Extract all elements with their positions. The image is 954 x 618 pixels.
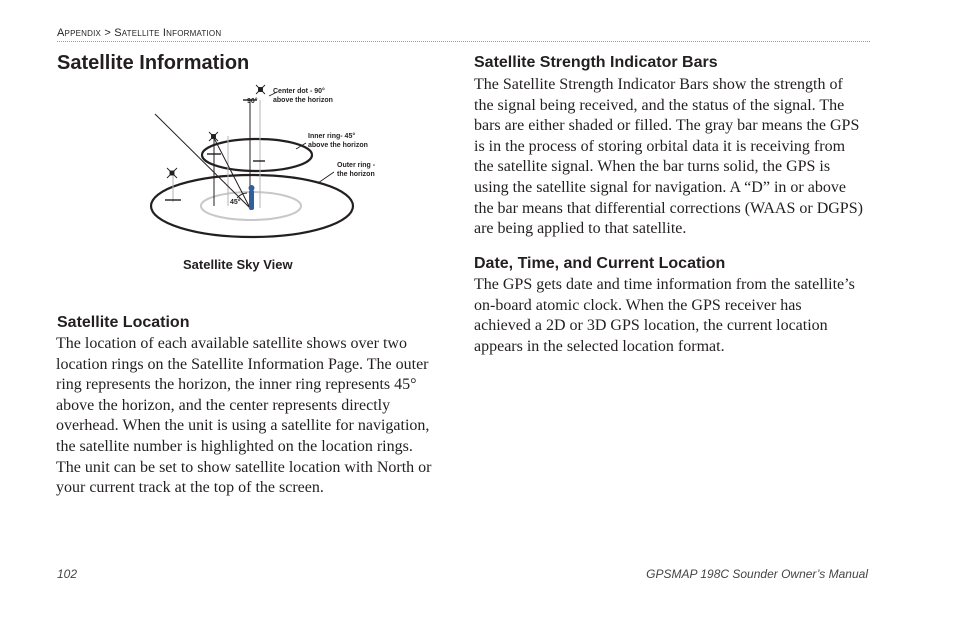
satellite-sky-view-figure [57, 80, 427, 280]
degree-90-label: 90° [247, 98, 258, 105]
date-time-location-text: The GPS gets date and time information from the satellite’s on-board atomic clock. When the GPS receiver has achieved a 2D or 3D GPS location, the current location appears in the selected location format. [474, 276, 855, 355]
satellite-location-text: The location of each available satellite shows over two location rings on the Satellite Information Page. The outer ring represents the horizon, the inner ring represents 45° above the horizon, and the center represents directly overhead. When the unit is using a satellite for navigation, the satellite number is highlighted on the location rings. The unit can be set to show satellite location with North or your current track at the top of the screen. [56, 335, 432, 497]
manual-title: GPSMAP 198C Sounder Owner’s Manual [646, 567, 868, 581]
sky-view-diagram [57, 80, 427, 280]
sight-line-horizon [155, 114, 250, 208]
satellite-strength-heading: Satellite Strength Indicator Bars [474, 54, 718, 71]
satellite-icon-outer [167, 168, 177, 178]
outer-ring-label: Outer ring - the horizon [337, 162, 376, 178]
center-dot-label: Center dot - 90° above the horizon [273, 88, 333, 104]
inner-ring-label: Inner ring- 45° above the horizon [308, 133, 368, 149]
satellite-icon-zenith [256, 85, 265, 94]
page-number: 102 [57, 567, 78, 581]
figure-caption: Satellite Sky View [183, 257, 293, 272]
date-time-location-heading: Date, Time, and Current Location [474, 255, 726, 272]
inner-ring [202, 139, 312, 171]
observer-icon [249, 185, 255, 210]
satellite-location-heading: Satellite Location [57, 314, 190, 331]
page-title: Satellite Information [57, 52, 250, 74]
breadcrumb: Appendix > Satellite Information [57, 27, 870, 42]
degree-45-label: 45° [230, 199, 241, 206]
satellite-strength-text: The Satellite Strength Indicator Bars show the strength of the signal being received, and the status of the signal. The bars are either shaded or filled. The gray bar means the GPS is in the process of storing orbital data it is receiving from the satellite signal. When the bar turns solid, the GPS is using the satellite signal for navigation. A “D” in or above the bar means that differential corrections (WAAS or DGPS) are being applied to that satellite. [474, 76, 863, 238]
